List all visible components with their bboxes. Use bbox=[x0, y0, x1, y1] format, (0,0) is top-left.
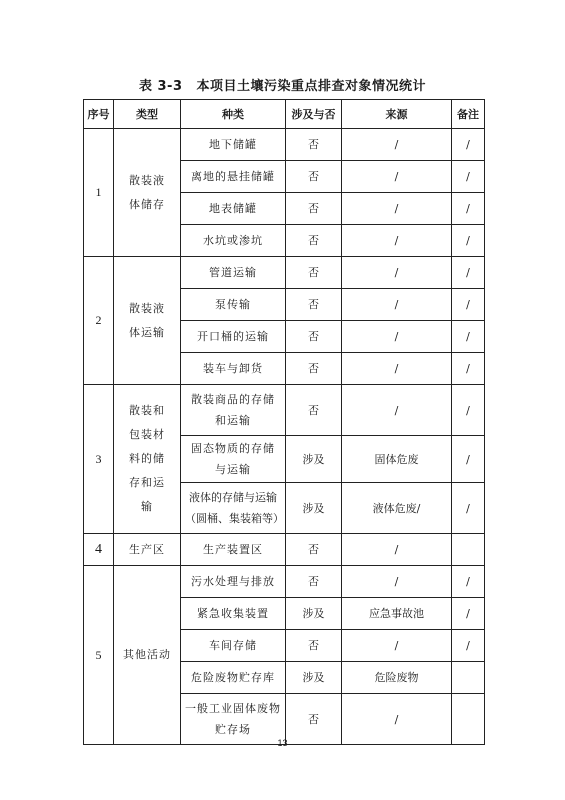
table-caption bbox=[0, 75, 565, 94]
row-involved: 否 bbox=[286, 161, 342, 193]
row-remark: / bbox=[452, 566, 485, 598]
row-source: 固体危废 bbox=[342, 436, 452, 483]
header-remark: 备注 bbox=[452, 100, 485, 129]
row-kind: 开口桶的运输 bbox=[181, 321, 286, 353]
row-kind: 液体的存储与运输（圆桶、集装箱等） bbox=[181, 483, 286, 534]
row-kind: 水坑或渗坑 bbox=[181, 225, 286, 257]
row-remark: / bbox=[452, 257, 485, 289]
row-type: 其他活动 bbox=[114, 566, 181, 745]
row-seq: 3 bbox=[84, 385, 114, 534]
row-remark: / bbox=[452, 289, 485, 321]
row-source: / bbox=[342, 321, 452, 353]
row-source: / bbox=[342, 353, 452, 385]
row-involved: 否 bbox=[286, 289, 342, 321]
header-type: 类型 bbox=[114, 100, 181, 129]
row-remark: / bbox=[452, 630, 485, 662]
row-seq: 1 bbox=[84, 129, 114, 257]
table-number: 表 3-3 bbox=[138, 79, 183, 94]
row-involved: 涉及 bbox=[286, 436, 342, 483]
row-remark: / bbox=[452, 161, 485, 193]
row-kind: 装车与卸货 bbox=[181, 353, 286, 385]
row-kind: 一般工业固体废物贮存场 bbox=[181, 694, 286, 745]
row-remark: / bbox=[452, 385, 485, 436]
row-involved: 涉及 bbox=[286, 598, 342, 630]
row-remark bbox=[452, 662, 485, 694]
row-source: 液体危废/ bbox=[342, 483, 452, 534]
row-source: / bbox=[342, 534, 452, 566]
row-remark: / bbox=[452, 225, 485, 257]
row-source: / bbox=[342, 161, 452, 193]
row-involved: 否 bbox=[286, 257, 342, 289]
header-row bbox=[84, 100, 485, 129]
row-remark: / bbox=[452, 129, 485, 161]
header-kind: 种类 bbox=[181, 100, 286, 129]
row-kind: 污水处理与排放 bbox=[181, 566, 286, 598]
row-kind: 紧急收集装置 bbox=[181, 598, 286, 630]
row-involved: 否 bbox=[286, 321, 342, 353]
row-seq: 4 bbox=[84, 534, 114, 566]
header-seq: 序号 bbox=[84, 100, 114, 129]
header-source: 来源 bbox=[342, 100, 452, 129]
pollution-investigation-table bbox=[83, 99, 485, 745]
row-kind: 车间存储 bbox=[181, 630, 286, 662]
row-remark: / bbox=[452, 321, 485, 353]
row-seq: 2 bbox=[84, 257, 114, 385]
row-remark: / bbox=[452, 193, 485, 225]
row-source: / bbox=[342, 694, 452, 745]
row-source: / bbox=[342, 257, 452, 289]
row-source: / bbox=[342, 129, 452, 161]
row-seq: 5 bbox=[84, 566, 114, 745]
row-involved: 否 bbox=[286, 385, 342, 436]
row-source: / bbox=[342, 385, 452, 436]
row-source: / bbox=[342, 225, 452, 257]
row-source: / bbox=[342, 630, 452, 662]
row-remark: / bbox=[452, 598, 485, 630]
header-involved: 涉及与否 bbox=[286, 100, 342, 129]
table-row bbox=[84, 566, 485, 598]
row-remark bbox=[452, 534, 485, 566]
row-involved: 否 bbox=[286, 630, 342, 662]
row-remark bbox=[452, 694, 485, 745]
table-row bbox=[84, 129, 485, 161]
row-source: / bbox=[342, 289, 452, 321]
row-involved: 涉及 bbox=[286, 662, 342, 694]
row-remark: / bbox=[452, 353, 485, 385]
row-kind: 散装商品的存储和运输 bbox=[181, 385, 286, 436]
row-kind: 固态物质的存储与运输 bbox=[181, 436, 286, 483]
row-source: 危险废物 bbox=[342, 662, 452, 694]
page-number: 13 bbox=[277, 738, 288, 748]
table-row bbox=[84, 385, 485, 436]
row-remark: / bbox=[452, 483, 485, 534]
row-kind: 离地的悬挂储罐 bbox=[181, 161, 286, 193]
row-source: 应急事故池 bbox=[342, 598, 452, 630]
row-involved: 否 bbox=[286, 566, 342, 598]
row-type: 散装液体储存 bbox=[114, 129, 181, 257]
row-involved: 否 bbox=[286, 193, 342, 225]
table-title: 本项目土壤污染重点排查对象情况统计 bbox=[196, 79, 427, 94]
row-remark: / bbox=[452, 436, 485, 483]
row-kind: 危险废物贮存库 bbox=[181, 662, 286, 694]
row-source: / bbox=[342, 566, 452, 598]
row-involved: 否 bbox=[286, 225, 342, 257]
row-involved: 否 bbox=[286, 353, 342, 385]
row-type: 散装和包装材料的储存和运输 bbox=[114, 385, 181, 534]
row-kind: 生产装置区 bbox=[181, 534, 286, 566]
row-involved: 否 bbox=[286, 129, 342, 161]
row-kind: 管道运输 bbox=[181, 257, 286, 289]
row-source: / bbox=[342, 193, 452, 225]
row-type: 生产区 bbox=[114, 534, 181, 566]
row-involved: 涉及 bbox=[286, 483, 342, 534]
row-kind: 地表储罐 bbox=[181, 193, 286, 225]
row-kind: 泵传输 bbox=[181, 289, 286, 321]
table-row bbox=[84, 257, 485, 289]
table-row bbox=[84, 534, 485, 566]
row-kind: 地下储罐 bbox=[181, 129, 286, 161]
row-involved: 否 bbox=[286, 534, 342, 566]
row-involved: 否 bbox=[286, 694, 342, 745]
row-type: 散装液体运输 bbox=[114, 257, 181, 385]
